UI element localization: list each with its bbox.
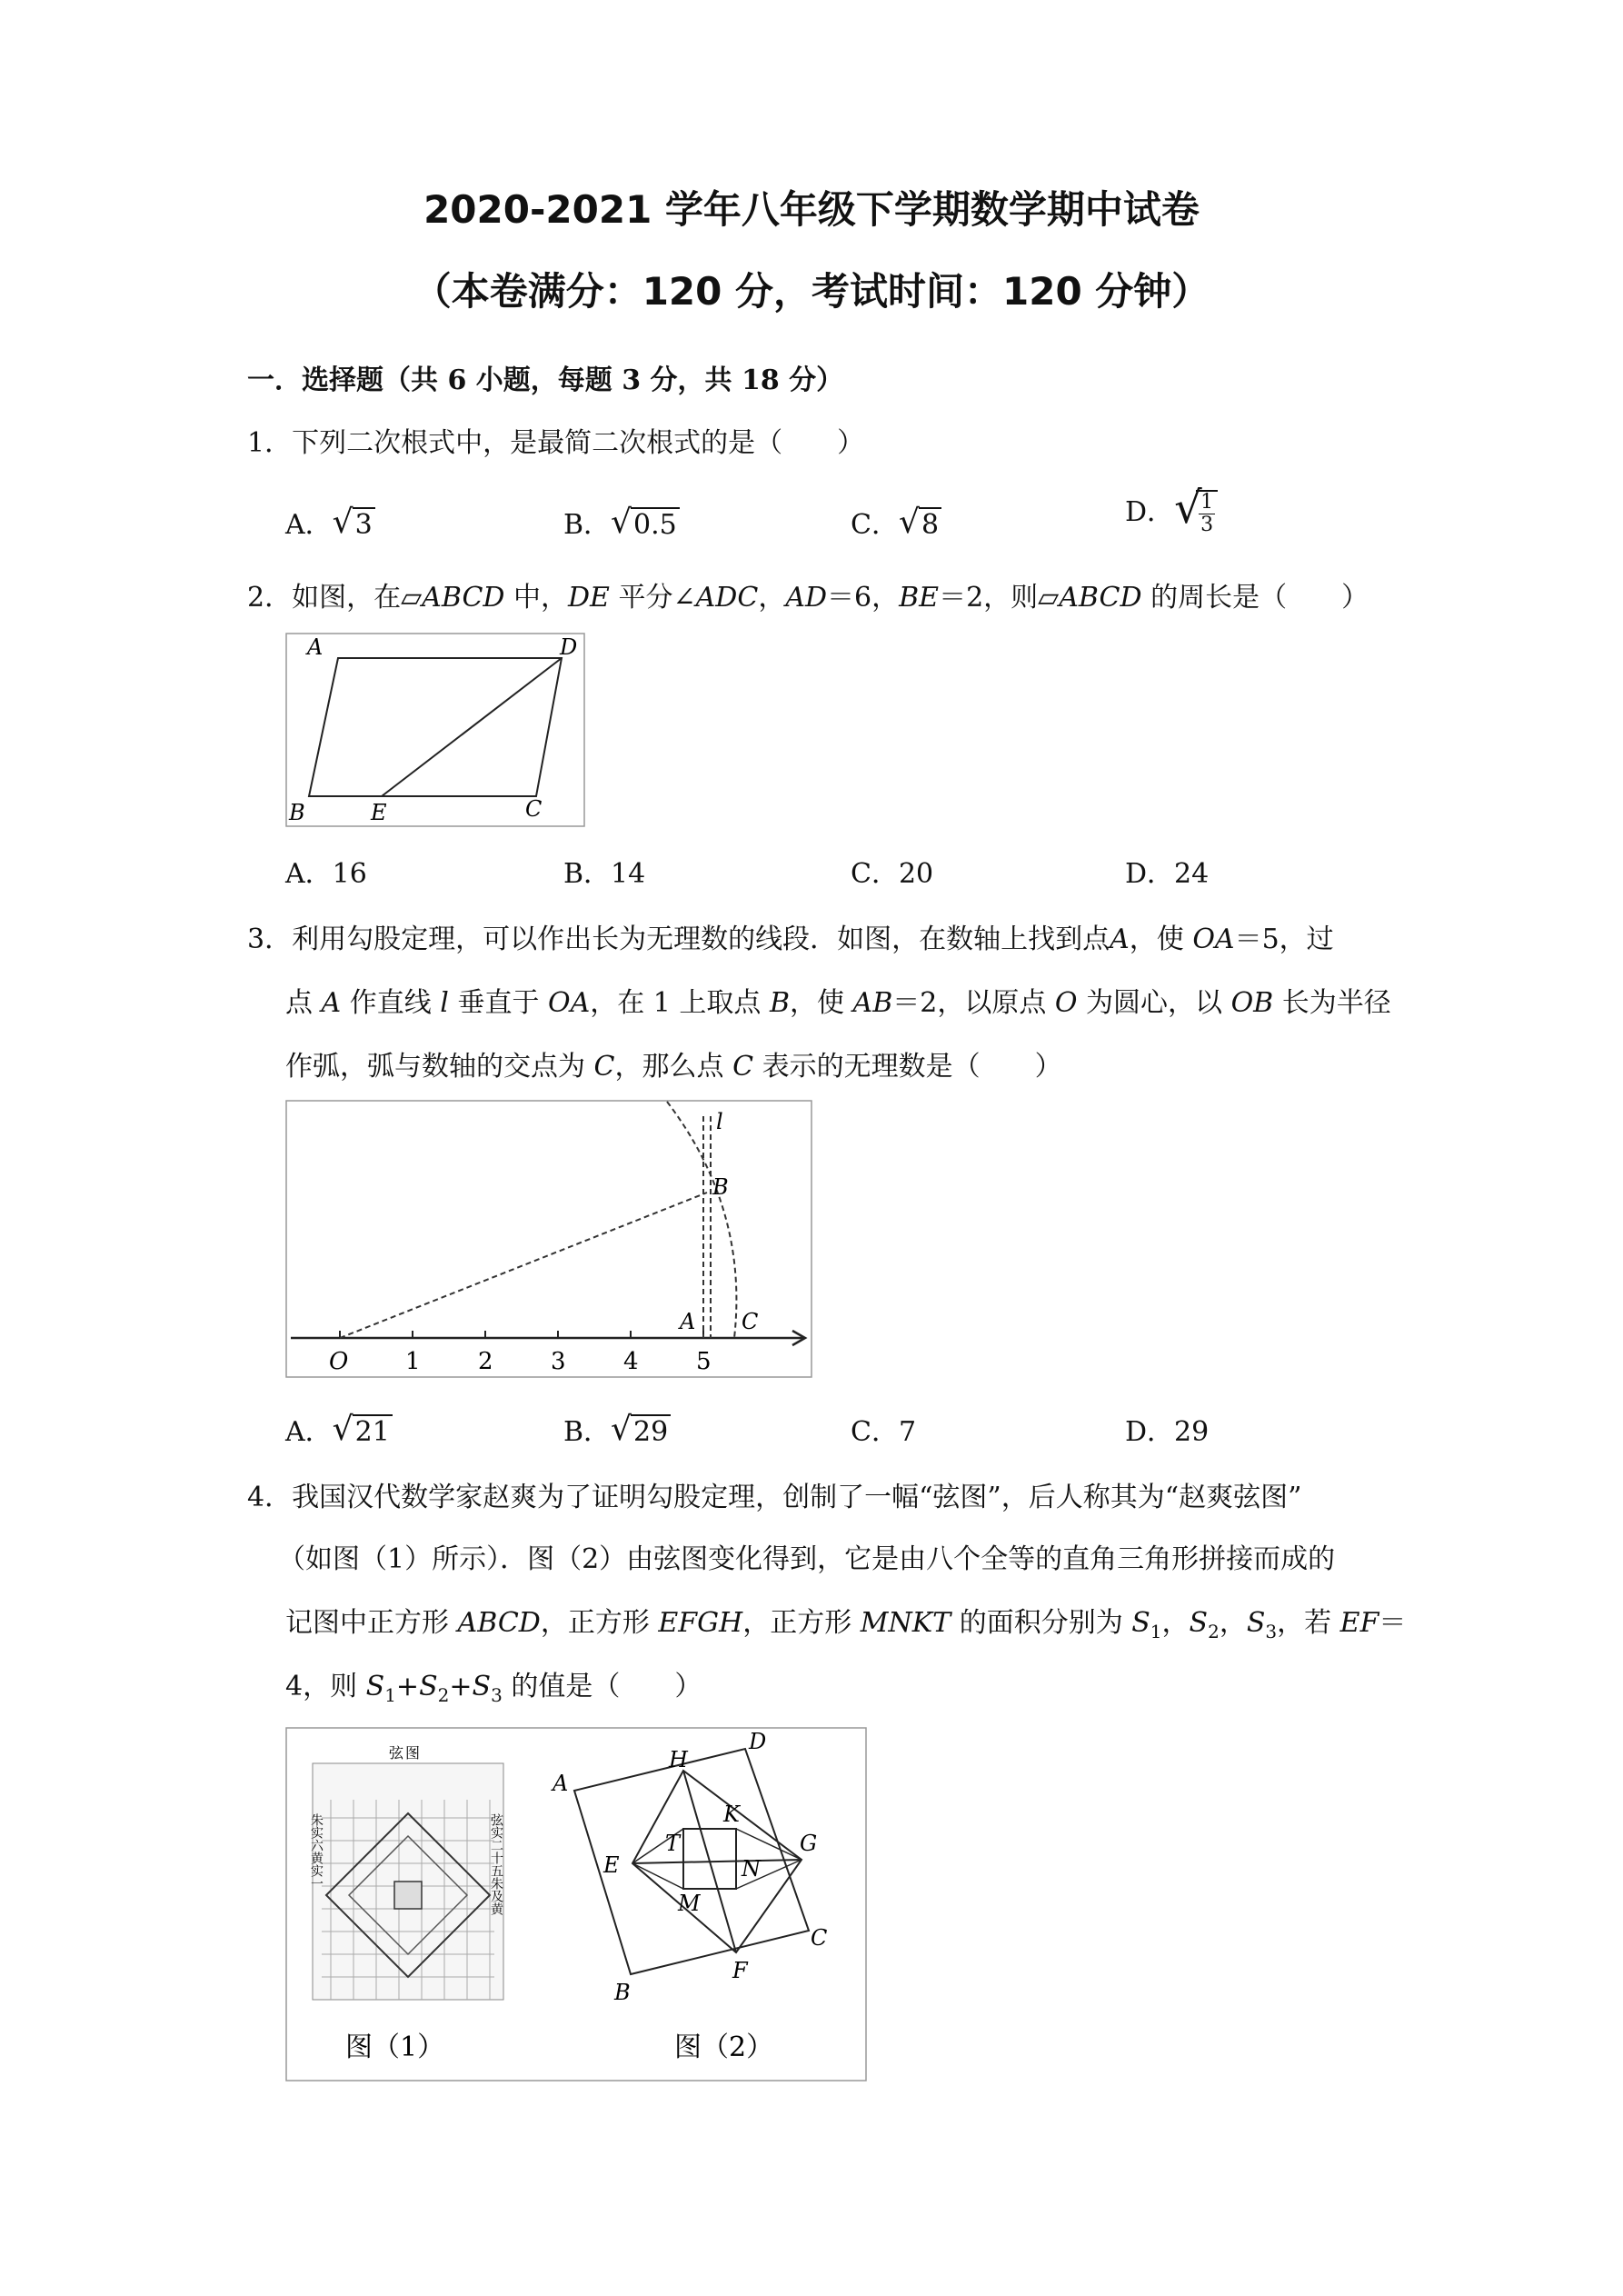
- q4-fig2-label-f: F: [732, 1958, 748, 1983]
- q4-fig2-label-a: A: [553, 1771, 569, 1796]
- q3-label-a: A: [680, 1309, 696, 1334]
- q3-tick-3: 3: [551, 1348, 566, 1375]
- q1-options: [285, 482, 1376, 542]
- q3-tick-5: 5: [696, 1348, 712, 1375]
- q4-fig2-label-d: D: [749, 1729, 767, 1754]
- q3-options: [285, 1409, 1376, 1449]
- q1-option-c[interactable]: C． √ 8: [851, 502, 941, 542]
- q4-fig2-label-t: T: [665, 1831, 681, 1856]
- q4-stem-line4: 4，则 $S_1+S_2+S_3$ 的值是（ ）: [285, 1671, 702, 1706]
- q4-figure1-xiantu: [309, 1744, 503, 2063]
- q4-fig2-caption: 图（2）: [674, 2031, 774, 2063]
- q3-number-line-figure: [285, 1100, 812, 1378]
- q4-fig2-label-k: K: [723, 1802, 740, 1827]
- page-subtitle: （本卷满分：120 分，考试时间：120 分钟）: [413, 269, 1210, 314]
- q3-option-b[interactable]: B． √ 29: [563, 1409, 671, 1449]
- q1-option-a[interactable]: A． √ 3: [285, 502, 375, 542]
- q4-fig2-label-e: E: [603, 1852, 620, 1878]
- q4-figures: [285, 1727, 867, 2081]
- q2-option-d[interactable]: D．24: [1125, 858, 1210, 890]
- q4-fig2-label-b: B: [614, 1980, 631, 2005]
- q4-fig2-label-n: N: [742, 1856, 761, 1882]
- q4-fig2-label-h: H: [669, 1747, 688, 1772]
- q2-stem: 2．如图，在▱ABCD 中，DE 平分∠ADC，AD＝6，BE＝2，则▱ABCD 的周长是（ ）: [247, 582, 1369, 614]
- q4-figure2: [551, 1729, 827, 2063]
- q4-fig1-right-text: 弦实二十五朱及黄: [489, 1813, 503, 1915]
- q1-option-b[interactable]: B． √ 0.5: [563, 502, 680, 542]
- q4-fig2-label-c: C: [811, 1925, 828, 1951]
- q3-tick-2: 2: [478, 1348, 493, 1375]
- q3-label-l: l: [716, 1109, 723, 1134]
- q4-fig2-label-m: M: [678, 1891, 701, 1916]
- q3-tick-4: 4: [623, 1348, 639, 1375]
- section-heading: 一．选择题（共 6 小题，每题 3 分，共 18 分）: [247, 364, 844, 396]
- q3-option-a[interactable]: A． √ 21: [285, 1409, 393, 1449]
- q2-parallelogram-figure: [285, 633, 585, 827]
- q3-stem-line1: 3．利用勾股定理，可以作出长为无理数的线段．如图，在数轴上找到点A，使 OA＝5，过: [247, 923, 1334, 955]
- q4-fig1-left-text: 朱实六黄实一: [309, 1813, 324, 1890]
- q3-stem-line3: 作弧，弧与数轴的交点为 C，那么点 C 表示的无理数是（ ）: [285, 1051, 1062, 1083]
- q2-option-b[interactable]: B．14: [563, 858, 646, 890]
- q1-option-d[interactable]: D． √ $\frac{1}{3}$: [1125, 489, 1218, 536]
- q4-fig2-label-g: G: [800, 1831, 818, 1856]
- q4-stem-line3: 记图中正方形 ABCD，正方形 EFGH，正方形 MNKT 的面积分别为 $S_1$，$S_2$，$S_3$，若 EF＝: [285, 1607, 1407, 1642]
- q2-option-c[interactable]: C．20: [851, 858, 934, 890]
- q4-stem-line2: （如图（1）所示）．图（2）由弦图变化得到，它是由八个全等的直角三角形拼接而成的: [278, 1543, 1336, 1575]
- q2-label-b: B: [289, 800, 305, 825]
- q4-stem-line1: 4．我国汉代数学家赵爽为了证明勾股定理，创制了一幅“弦图”，后人称其为“赵爽弦图”: [247, 1482, 1302, 1513]
- q3-label-o: O: [329, 1348, 349, 1375]
- q2-options: [285, 851, 1376, 891]
- q3-tick-1: 1: [405, 1348, 421, 1375]
- q2-label-a: A: [307, 634, 324, 660]
- q4-fig1-top-text: 弦图: [389, 1744, 423, 1762]
- page-title: 2020-2021 学年八年级下学期数学期中试卷: [423, 187, 1200, 232]
- q4-fig1-caption: 图（1）: [345, 2031, 445, 2063]
- q3-option-c[interactable]: C．7: [851, 1416, 917, 1448]
- q1-stem: 1．下列二次根式中，是最简二次根式的是（ ）: [247, 427, 865, 459]
- q2-label-c: C: [525, 796, 543, 822]
- q3-option-d[interactable]: D．29: [1125, 1416, 1210, 1448]
- q3-label-c: C: [742, 1309, 759, 1334]
- q2-label-d: D: [560, 634, 578, 660]
- q3-stem-line2: 点 A 作直线 l 垂直于 OA，在 1 上取点 B，使 AB＝2，以原点 O 为圆心，以 OB 长为半径: [285, 987, 1391, 1019]
- q2-option-a[interactable]: A．16: [285, 858, 367, 890]
- q3-label-b: B: [712, 1174, 729, 1200]
- q2-label-e: E: [371, 800, 387, 825]
